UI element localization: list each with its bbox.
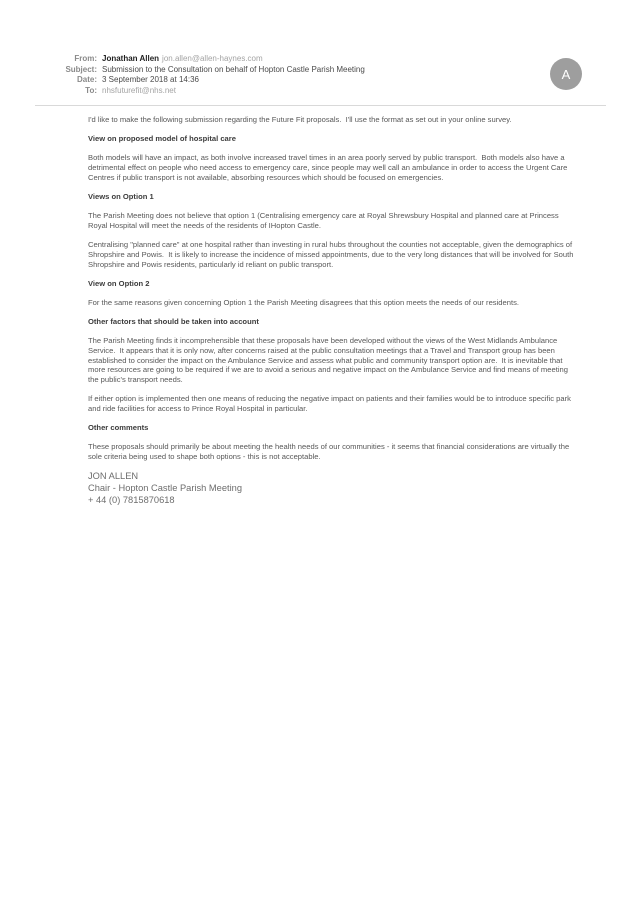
subject-label: Subject: <box>65 64 97 74</box>
header-divider <box>35 105 606 106</box>
heading-option-2: View on Option 2 <box>88 278 150 288</box>
heading-other-comments: Other comments <box>88 423 149 433</box>
from-label: From: <box>74 54 97 63</box>
subject-value: Submission to the Consultation on behalf of Hopton Castle Parish Meeting <box>102 64 365 74</box>
heading-hospital-care-model: View on proposed model of hospital care <box>88 134 236 144</box>
sender-avatar[interactable]: A <box>550 58 582 90</box>
paragraph-option-1b: Centralising "planned care" at one hospital rather than investing in rural hubs throughout the counties not acceptable, given the demographics of Shropshire and Powis. It is likely to increase the incidence of missed appointments, due to the very long distances that will be involved for South Shropshire and Powis residents, particularly id reliant on public transport. <box>88 240 576 269</box>
heading-other-factors: Other factors that should be taken into account <box>88 317 259 327</box>
to-value[interactable]: nhsfuturefit@nhs.net <box>102 85 176 95</box>
paragraph-other-factors-2: If either option is implemented then one means of reducing the negative impact on patients and their families would be to introduce specific park and ride facilities for access to Prince Royal Hospital in particular. <box>88 394 574 414</box>
paragraph-other-factors-1: The Parish Meeting finds it incomprehensible that these proposals have been developed without the views of the West Midlands Ambulance Service. It appears that it is only now, after concerns raised at the public consultation meetings that a Travel and Transport group has been established to consider the impact on the Ambulance Service and assess what public and community transport option are. It is inevitable that more resources are going to be required if we are to avoid a serious and negative impact on the Ambulance Service and find means of meeting the public's transport needs. <box>88 336 571 385</box>
email-signature <box>88 471 580 506</box>
signature-name: JON ALLEN <box>88 471 139 482</box>
signature-role: Chair - Hopton Castle Parish Meeting <box>88 482 242 493</box>
email-body <box>88 115 580 506</box>
paragraph-option-1a: The Parish Meeting does not believe that option 1 (Centralising emergency care at Royal Shrewsbury Hospital and planned care at Princess Royal Hospital will meet the needs of the residents of IHopton Castle. <box>88 211 561 230</box>
email-header <box>62 54 540 96</box>
heading-option-1: Views on Option 1 <box>88 192 154 202</box>
to-label: To: <box>85 85 97 95</box>
paragraph-intro: I'd like to make the following submission regarding the Future Fit proposals. I'll use the format as set out in your online survey. <box>88 115 512 124</box>
header-row-to <box>62 86 540 97</box>
sender-name: Jonathan Allen <box>102 54 160 63</box>
date-value: 3 September 2018 at 14:36 <box>102 75 199 85</box>
from-value <box>102 54 540 65</box>
sender-email[interactable]: jon.allen@allen-haynes.com <box>162 54 263 63</box>
date-label: Date: <box>76 75 97 85</box>
header-row-from <box>62 54 540 65</box>
signature-phone: + 44 (0) 7815870618 <box>88 494 175 505</box>
paragraph-hospital-care-model: Both models will have an impact, as both involve increased travel times in an area poorly served by public transport. Both models also have a detrimental effect on people who need access to emergency care, since people may well call an ambulance in order to access the Urgent Care Centres if public transport is not available, absorbing resources which should be focused on emergencies. <box>88 153 570 182</box>
header-row-subject <box>62 65 540 76</box>
paragraph-option-2: For the same reasons given concerning Option 1 the Parish Meeting disagrees that this option meets the needs of our residents. <box>88 297 519 307</box>
paragraph-other-comments: These proposals should primarily be about meeting the health needs of our communities - it seems that financial considerations are virtually the sole criteria being used to shape both options - this is not acceptable. <box>88 442 572 462</box>
header-row-date <box>62 75 540 86</box>
